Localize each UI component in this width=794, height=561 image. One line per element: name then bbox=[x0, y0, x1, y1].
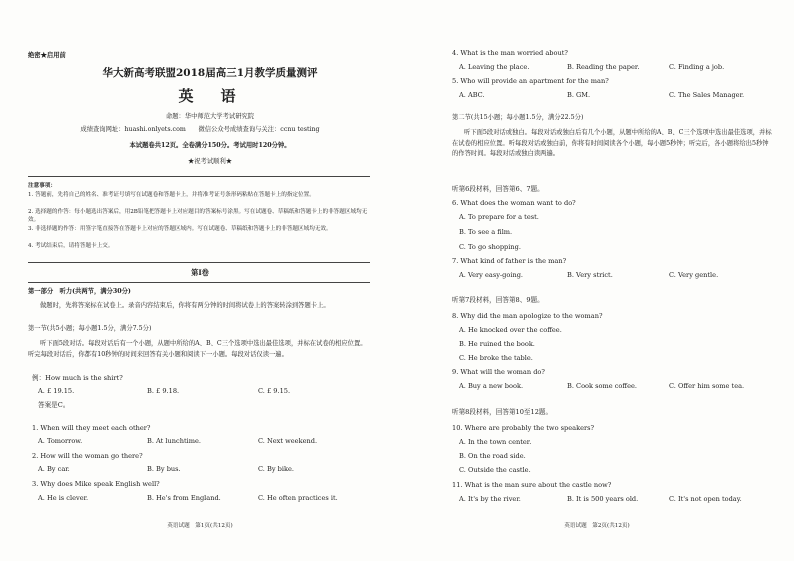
q3-option-c: C. He often practices it. bbox=[258, 494, 338, 502]
q11-option-c: C. It's not open today. bbox=[669, 495, 742, 503]
exam-meta: 本试题卷共12页。全卷满分150分。考试用时120分钟。 bbox=[129, 142, 291, 149]
question-6: 6. What does the woman want to do? bbox=[452, 199, 576, 207]
part1-heading: 第一部分 听力(共两节，满分30分) bbox=[28, 288, 131, 295]
material-7-heading: 听第7段材料，回答第8、9题。 bbox=[452, 296, 544, 304]
notice-item-4: 4. 考试结束后，请将答题卡上交。 bbox=[28, 243, 114, 249]
question-8: 8. Why did the man apologize to the woman? bbox=[452, 312, 603, 320]
q7-option-c: C. Very gentle. bbox=[669, 271, 719, 279]
q1-option-c: C. Next weekend. bbox=[258, 437, 318, 445]
q5-option-b: B. GM. bbox=[567, 91, 591, 99]
question-10: 10. Where are probably the two speakers? bbox=[452, 424, 595, 432]
q8-option-a: A. He knocked over the coffee. bbox=[459, 326, 562, 334]
q4-option-c: C. Finding a job. bbox=[669, 63, 725, 71]
divider bbox=[28, 262, 370, 263]
q5-option-c: C. The Sales Manager. bbox=[669, 91, 745, 99]
q2-option-a: A. By car. bbox=[38, 465, 70, 473]
question-4: 4. What is the man worried about? bbox=[452, 49, 568, 57]
question-3: 3. Why does Mike speak English well? bbox=[32, 480, 160, 488]
q9-option-a: A. Buy a new book. bbox=[459, 382, 524, 390]
q8-option-b: B. He ruined the book. bbox=[459, 340, 535, 348]
question-2: 2. How will the woman go there? bbox=[32, 452, 143, 460]
question-11: 11. What is the man sure about the castle now? bbox=[452, 481, 612, 489]
notice-item-2: 2. 选择题的作答：每小题选出答案后，用2B铅笔把答题卡上对应题目的答案标号涂黑。写在试题卷、草稿纸和答题卡上的非答题区域均无效。 bbox=[28, 209, 368, 223]
question-1: 1. When will they meet each other? bbox=[32, 424, 151, 432]
q1-option-b: B. At lunchtime. bbox=[147, 437, 201, 445]
divider bbox=[28, 176, 370, 177]
q6-option-a: A. To prepare for a test. bbox=[459, 213, 539, 221]
page-footer-left: 英语试题 第1页(共12页) bbox=[167, 523, 233, 529]
q2-option-b: B. By bus. bbox=[147, 465, 181, 473]
q3-option-b: B. He's from England. bbox=[147, 494, 221, 502]
section1-heading: 第一节(共5小题；每小题1.5分，满分7.5分) bbox=[28, 325, 152, 332]
part1-desc: 做题时，先将答案标在试卷上。录音内容结束后，你将有两分钟的时间将试卷上的答案转涂到答题卡上。 bbox=[40, 302, 330, 309]
section1-desc: 听下面5段对话。每段对话后有一个小题，从题中所给的A、B、C三个选项中选出最佳选项，并标在试卷的相应位置。听完每段对话后，你都有10秒钟的时间来回答有关小题和阅读下一小题。每段对话仅读一遍。 bbox=[28, 340, 367, 358]
q9-option-b: B. Cook some coffee. bbox=[567, 382, 637, 390]
section2-heading: 第二节(共15小题；每小题1.5分，满分22.5分) bbox=[452, 114, 584, 121]
q7-option-a: A. Very easy-going. bbox=[459, 271, 524, 279]
subject-title: 英 语 bbox=[178, 87, 242, 105]
q2-option-c: C. By bike. bbox=[258, 465, 294, 473]
notice-item-1: 1. 答题前，先将自己的姓名、准考证号填写在试题卷和答题卡上，并将准考证号条形码粘贴在答题卡上的指定位置。 bbox=[28, 192, 315, 198]
website-line: 成绩查询网址：huashi.onlyets.com 微信公众号成绩查询与关注：ccnu testing bbox=[80, 126, 320, 133]
q8-option-c: C. He broke the table. bbox=[459, 354, 533, 362]
right-page bbox=[397, 0, 794, 561]
example-answer: 答案是C。 bbox=[38, 401, 70, 409]
q10-option-c: C. Outside the castle. bbox=[459, 466, 531, 474]
q7-option-b: B. Very strict. bbox=[567, 271, 613, 279]
q4-option-b: B. Reading the paper. bbox=[567, 63, 640, 71]
q6-option-c: C. To go shopping. bbox=[459, 243, 521, 251]
example-question: 例：How much is the shirt? bbox=[32, 374, 123, 382]
exam-title: 华大新高考联盟2018届高三1月教学质量测评 bbox=[102, 67, 318, 79]
material-8-heading: 听第8段材料，回答第10至12题。 bbox=[452, 408, 553, 416]
question-5: 5. Who will provide an apartment for the man? bbox=[452, 77, 609, 85]
q3-option-a: A. He is clever. bbox=[38, 494, 89, 502]
question-7: 7. What kind of father is the man? bbox=[452, 257, 567, 265]
section2-desc: 听下面5段对话或独白。每段对话或独白后有几个小题，从题中所给的A、B、C三个选项中选出最佳选项，并标在试卷的相应位置。听每段对话或独白前，你将有时间阅读各个小题，每小题5秒钟；听完后，各小题将给出5秒钟的作答时间。每段对话或独白读两遍。 bbox=[452, 129, 772, 157]
q6-option-b: B. To see a film. bbox=[459, 228, 513, 236]
q5-option-a: A. ABC. bbox=[459, 91, 485, 99]
notice-item-3: 3. 非选择题的作答：用签字笔直接答在答题卡上对应的答题区域内。写在试题卷、草稿纸和答题卡上的非答题区域均无效。 bbox=[28, 226, 332, 232]
organizer-line: 命题：华中师范大学考试研究院 bbox=[165, 113, 255, 120]
q1-option-a: A. Tomorrow. bbox=[38, 437, 83, 445]
notice-title: 注意事项： bbox=[28, 183, 56, 189]
q10-option-a: A. In the town center. bbox=[459, 438, 532, 446]
divider bbox=[28, 282, 370, 283]
example-option-c: C. £ 9.15. bbox=[258, 387, 291, 395]
example-option-b: B. £ 9.18. bbox=[147, 387, 180, 395]
example-option-a: A. £ 19.15. bbox=[38, 387, 75, 395]
q10-option-b: B. On the road side. bbox=[459, 452, 526, 460]
material-6-heading: 听第6段材料，回答第6、7题。 bbox=[452, 185, 544, 193]
volume-title: 第Ⅰ卷 bbox=[191, 268, 209, 277]
page-footer-right: 英语试题 第2页(共12页) bbox=[564, 523, 630, 529]
q9-option-c: C. Offer him some tea. bbox=[669, 382, 745, 390]
secret-mark: 绝密★启用前 bbox=[28, 52, 66, 59]
q4-option-a: A. Leaving the place. bbox=[459, 63, 530, 71]
q11-option-b: B. It is 500 years old. bbox=[567, 495, 639, 503]
question-9: 9. What will the woman do? bbox=[452, 368, 545, 376]
good-luck-line: ★祝考试顺利★ bbox=[187, 158, 233, 165]
q11-option-a: A. It's by the river. bbox=[459, 495, 521, 503]
